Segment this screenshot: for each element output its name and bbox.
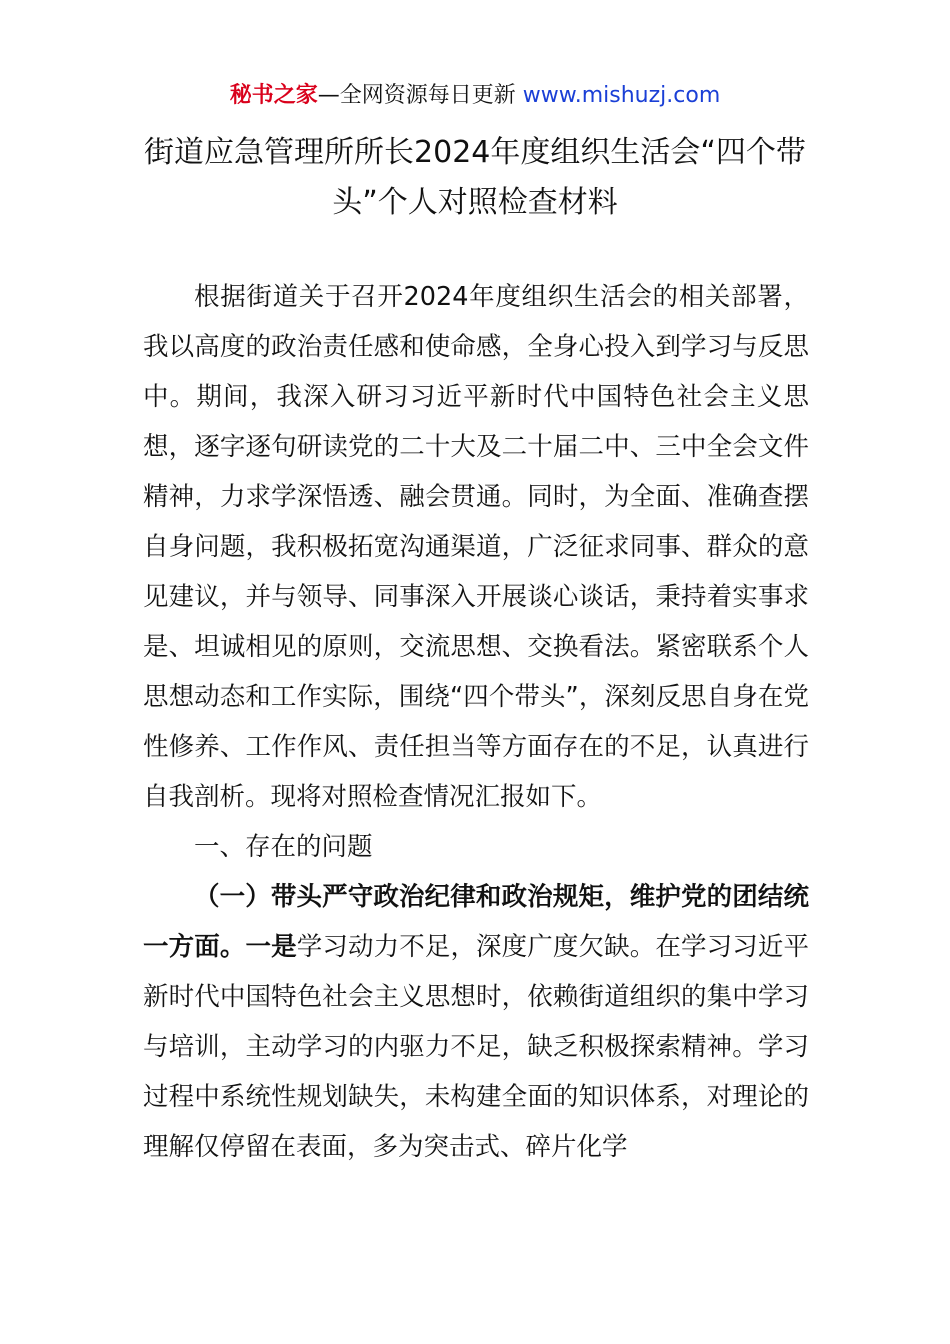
- subsection-paragraph: [143, 872, 809, 1172]
- intro-paragraph: 根据街道关于召开2024年度组织生活会的相关部署，我以高度的政治责任感和使命感，全身心投入到学习与反思中。期间，我深入研习习近平新时代中国特色社会主义思想，逐字逐句研读党的二十大及二十届二中、三中全会文件精神，力求学深悟透、融会贯通。同时，为全面、准确查摆自身问题，我积极拓宽沟通渠道，广泛征求同事、群众的意见建议，并与领导、同事深入开展谈心谈话，秉持着实事求是、坦诚相见的原则，交流思想、交换看法。紧密联系个人思想动态和工作实际，围绕“四个带头”，深刻反思自身在党性修养、工作作风、责任担当等方面存在的不足，认真进行自我剖析。现将对照检查情况汇报如下。: [143, 282, 809, 812]
- document-body: [143, 272, 809, 1172]
- subsection-text: 学习动力不足，深度广度欠缺。在学习习近平新时代中国特色社会主义思想时，依赖街道组织的集中学习与培训，主动学习的内驱力不足，缺乏积极探索精神。学习过程中系统性规划缺失，未构建全面的知识体系，对理论的理解仅停留在表面，多为突击式、碎片化学: [143, 932, 809, 1162]
- point-label: 一是: [245, 932, 297, 962]
- site-header: [0, 80, 950, 112]
- section-heading: 一、存在的问题: [194, 832, 373, 862]
- document-title: 街道应急管理所所长2024年度组织生活会“四个带头”个人对照检查材料: [144, 135, 806, 220]
- subsection-heading: （一）带头严守政治纪律和政治规矩，维护党的团结统一方面。: [143, 882, 809, 962]
- site-url-link[interactable]: www.mishuzj.com: [522, 83, 721, 108]
- site-tagline: —全网资源每日更新: [317, 83, 523, 108]
- site-brand: 秘书之家: [229, 83, 318, 108]
